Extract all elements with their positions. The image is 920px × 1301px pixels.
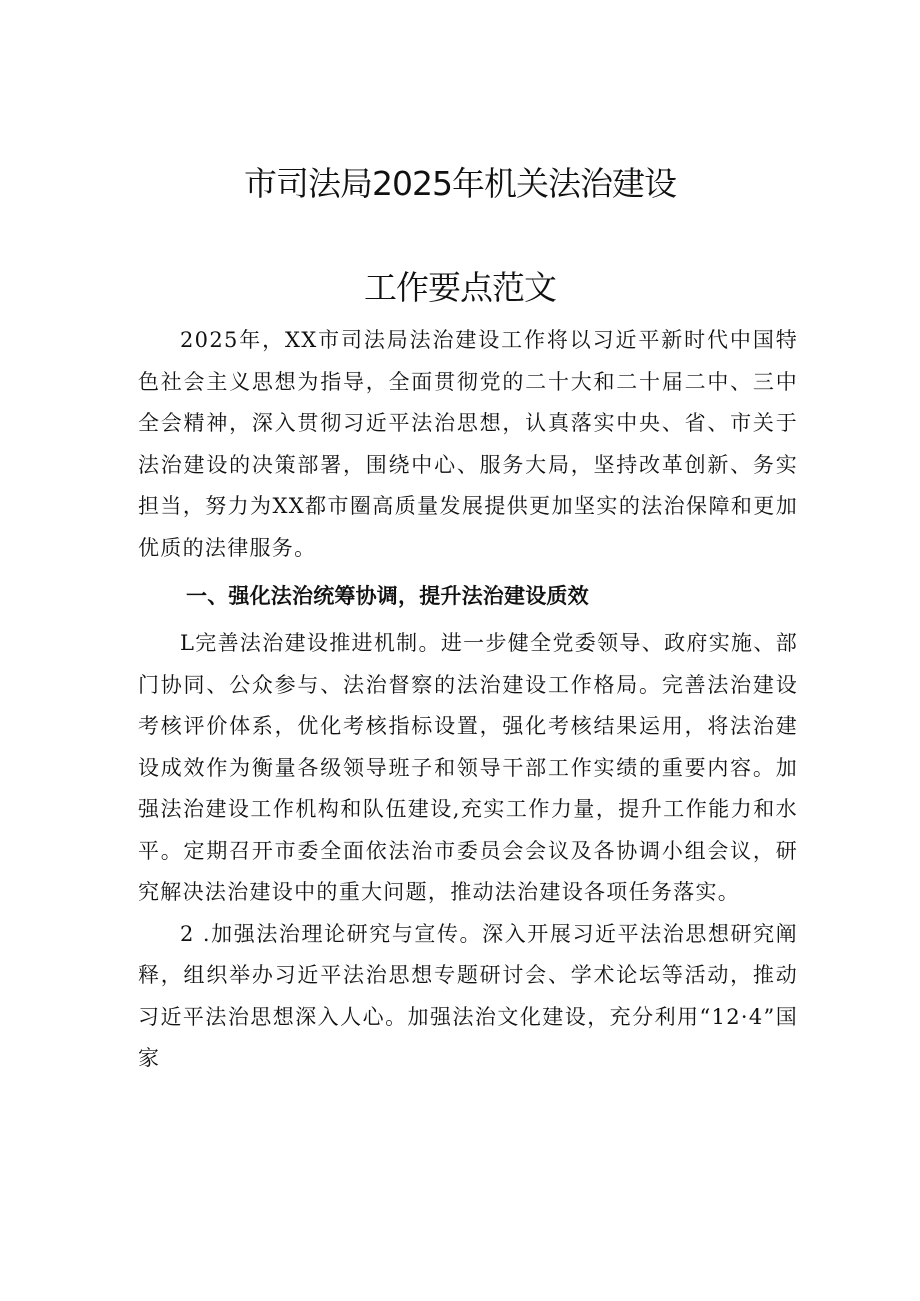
intro-paragraph: 2025年，XX市司法局法治建设工作将以习近平新时代中国特色社会主义思想为指导，全面贯彻党的二十大和二十届二中、三中全会精神，深入贯彻习近平法治思想，认真落实中央、省、市关于法治建设的决策部署，围绕中心、服务大局，坚持改革创新、务实担当，努力为XX都市圈高质量发展提供更加坚实的法治保障和更加优质的法律服务。: [138, 328, 798, 560]
item-paragraph-1: L完善法治建设推进机制。进一步健全党委领导、政府实施、部门协同、公众参与、法治督察的法治建设工作格局。完善法治建设考核评价体系，优化考核指标设置，强化考核结果运用，将法治建设成效作为衡量各级领导班子和领导干部工作实绩的重要内容。加强法治建设工作机构和队伍建设,充实工作力量，提升工作能力和水平。定期召开市委全面依法治市委员会会议及各协调小组会议，研究解决法治建设中的重大问题，推动法治建设各项任务落实。: [138, 631, 798, 904]
document-title-line-1: 市司法局2025年机关法治建设: [244, 164, 676, 203]
document-body: [138, 320, 798, 1080]
document-title-line-2: 工作要点范文: [364, 268, 556, 307]
section-heading-1: 一、强化法治统筹协调，提升法治建设质效: [186, 584, 589, 608]
item-paragraph-2: 2 .加强法治理论研究与宣传。深入开展习近平法治思想研究阐释，组织举办习近平法治思想专题研讨会、学术论坛等活动，推动习近平法治思想深入人心。加强法治文化建设，充分利用“12·4”国家: [138, 921, 798, 1070]
